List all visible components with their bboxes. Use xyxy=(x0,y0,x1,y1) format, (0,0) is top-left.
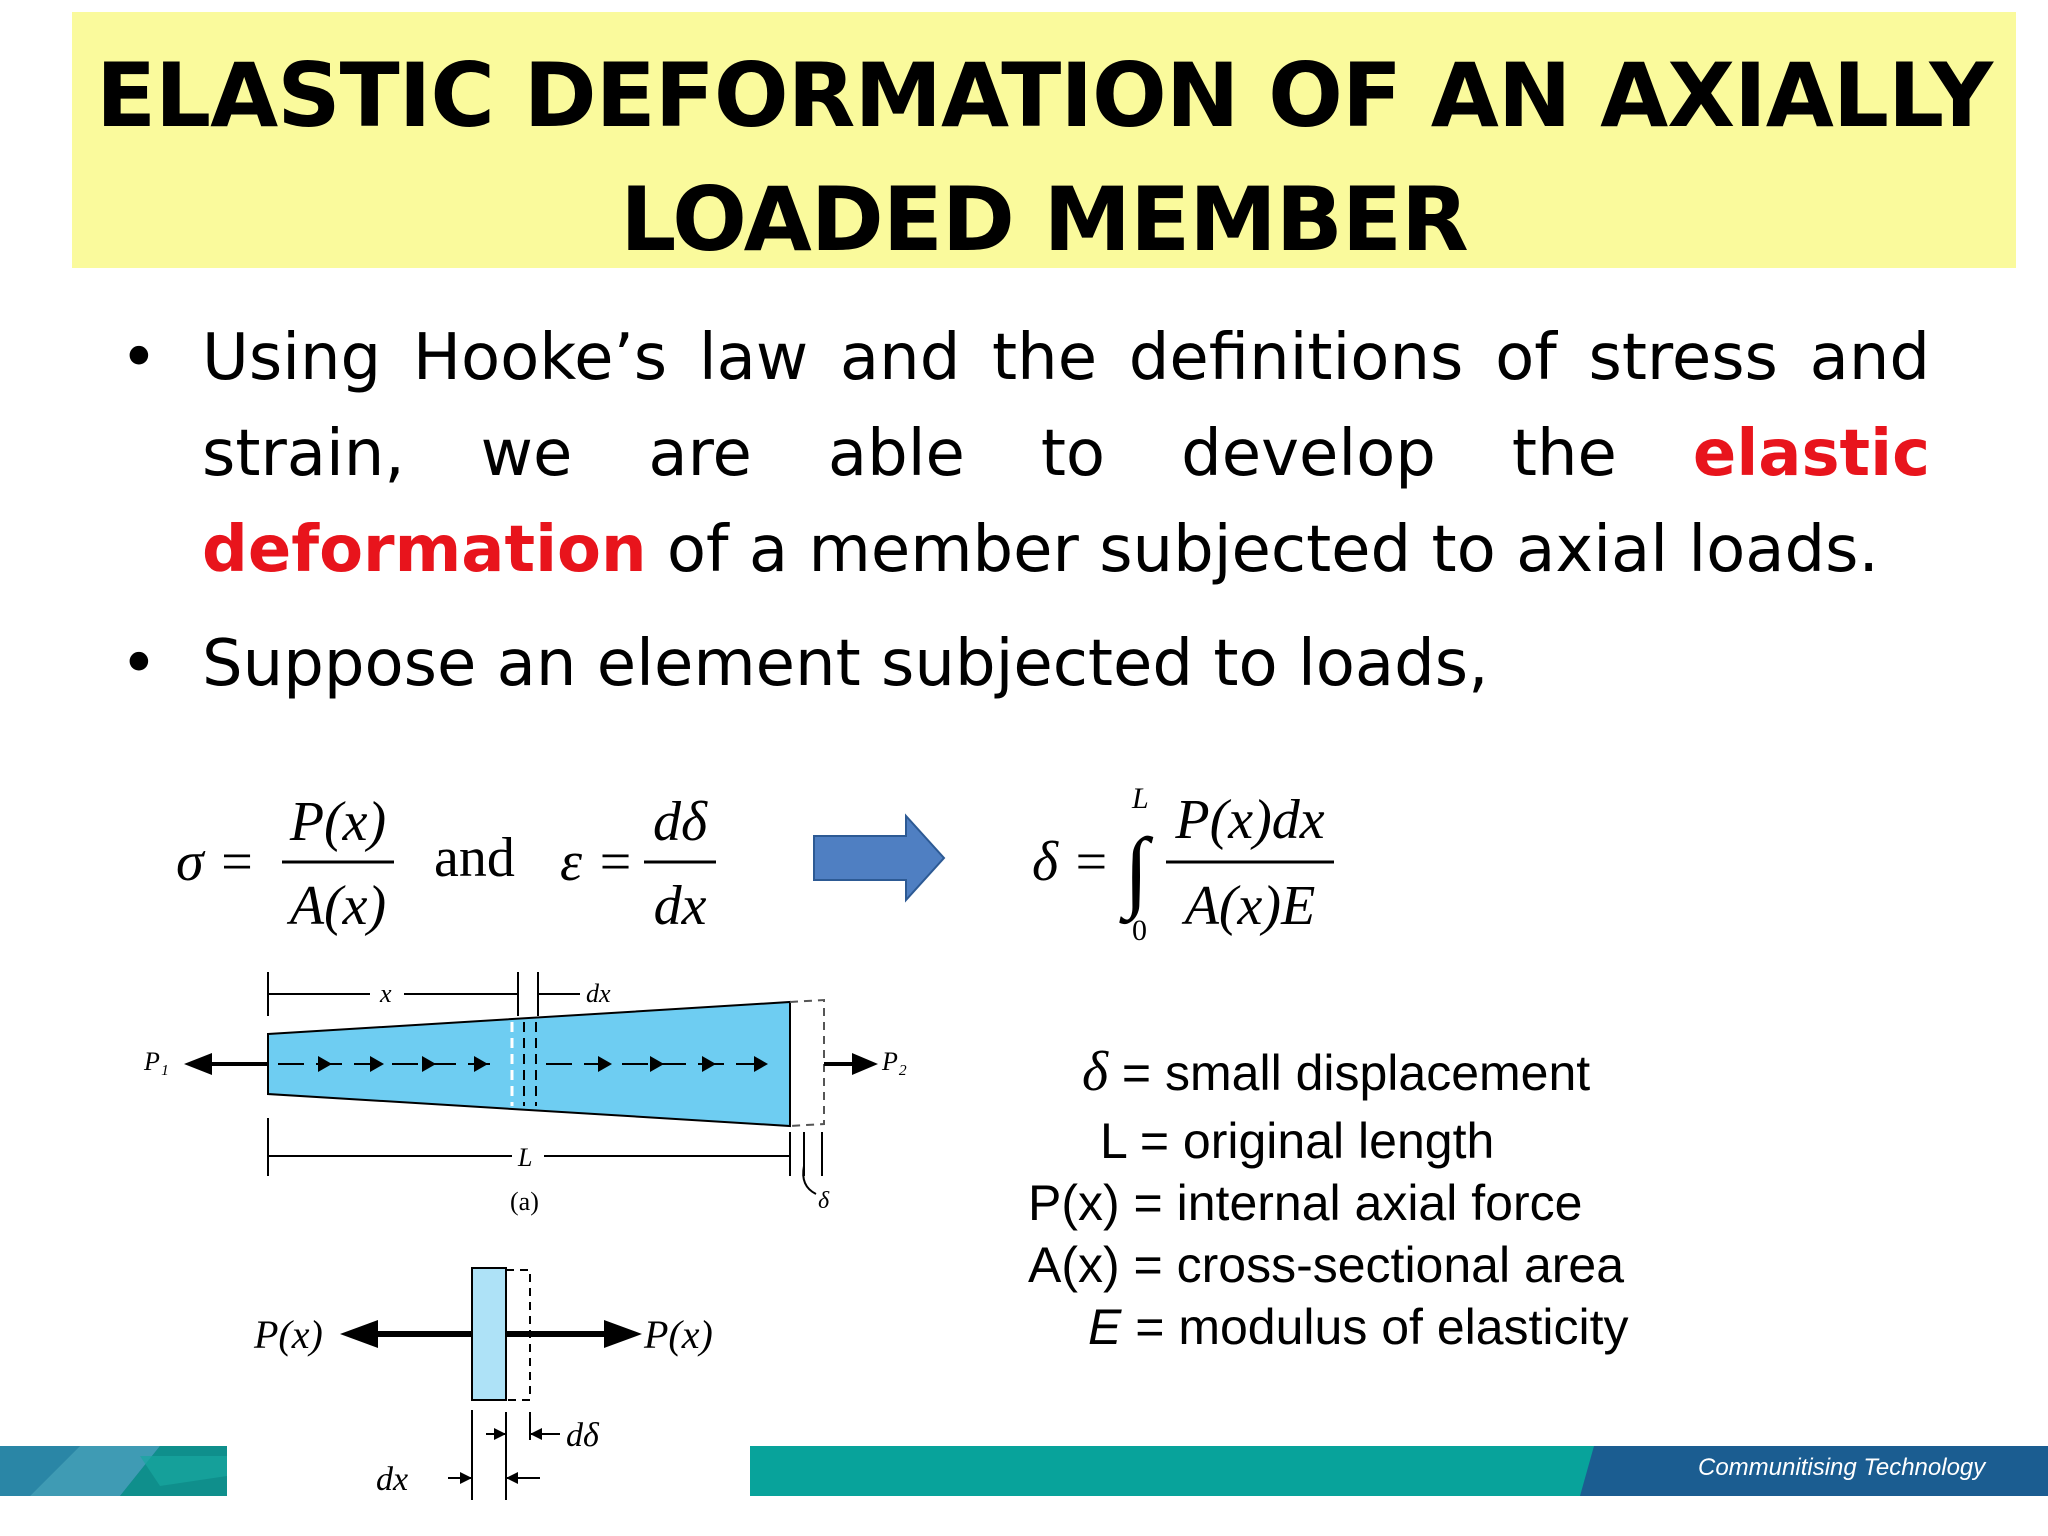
strain-denominator: dx xyxy=(653,875,707,937)
label-p2: P₂ xyxy=(882,1047,907,1076)
result-numerator: P(x)dx xyxy=(1175,789,1325,851)
integral-upper-limit: L xyxy=(1132,782,1149,815)
definition-area xyxy=(1028,1236,1624,1294)
definition-text: = modulus of elasticity xyxy=(1121,1299,1629,1355)
strain-lhs: ε = xyxy=(560,831,634,893)
and-connector: and xyxy=(434,827,515,889)
stress-numerator: P(x) xyxy=(289,791,387,853)
definition-delta xyxy=(1082,1040,1590,1104)
dim-label-dx: dx xyxy=(586,979,611,1008)
dim-label-x: x xyxy=(380,979,392,1008)
definition-text: = small displacement xyxy=(1108,1045,1591,1101)
dx-label: dx xyxy=(376,1461,409,1498)
definition-modulus xyxy=(1088,1298,1629,1356)
result-lhs: δ = xyxy=(1032,831,1110,893)
stress-denominator: A(x) xyxy=(289,875,387,937)
definition-symbol: L xyxy=(1100,1113,1126,1169)
definition-text: = internal axial force xyxy=(1119,1175,1583,1231)
definition-text: = original length xyxy=(1125,1113,1495,1169)
integral-sign: ∫ xyxy=(1124,821,1149,920)
result-denominator: A(x)E xyxy=(1184,875,1316,937)
strain-numerator: dδ xyxy=(652,791,708,853)
definition-force xyxy=(1028,1174,1582,1232)
integral-lower-limit: 0 xyxy=(1132,914,1147,947)
ddelta-label: dδ xyxy=(566,1417,599,1454)
definition-length xyxy=(1100,1112,1494,1170)
bullet-1-text-after: of a member subjected to axial loads. xyxy=(646,513,1879,587)
bullet-1-text-before: Using Hooke’s law and the definitions of stress and strain, we are able to develop the xyxy=(202,321,1930,491)
definition-text: = cross-sectional area xyxy=(1119,1237,1625,1293)
stress-lhs: σ = xyxy=(176,831,256,893)
right-force-arrow-icon xyxy=(604,1320,642,1348)
title-line-1: ELASTIC DEFORMATION OF AN AXIALLY xyxy=(95,44,1993,147)
dim-label-delta: δ xyxy=(818,1188,830,1214)
force-left-label: P(x) xyxy=(254,1312,323,1357)
definition-symbol: P(x) xyxy=(1028,1175,1120,1231)
title-line-2: LOADED MEMBER xyxy=(620,168,1468,271)
definition-symbol: δ xyxy=(1082,1041,1109,1103)
dim-label-L: L xyxy=(518,1143,533,1172)
left-force-arrow-icon xyxy=(340,1320,378,1348)
differential-element xyxy=(472,1268,506,1400)
bullet-dot: • xyxy=(120,321,158,395)
bullet-dot: • xyxy=(120,627,158,701)
footer-left-band xyxy=(0,1446,227,1496)
label-p1: P₁ xyxy=(144,1047,169,1076)
force-right-label: P(x) xyxy=(644,1312,713,1357)
definition-symbol: E xyxy=(1088,1299,1122,1355)
bullet-2-text: Suppose an element subjected to loads, xyxy=(202,627,1489,701)
definition-symbol: A(x) xyxy=(1028,1237,1120,1293)
bullet-1-highlight: elastic deformation xyxy=(202,417,1930,587)
footer-pattern-icon xyxy=(0,1446,227,1496)
footer-tagline: Communitising Technology xyxy=(1698,1454,1986,1481)
figure-a-caption: (a) xyxy=(510,1187,539,1216)
